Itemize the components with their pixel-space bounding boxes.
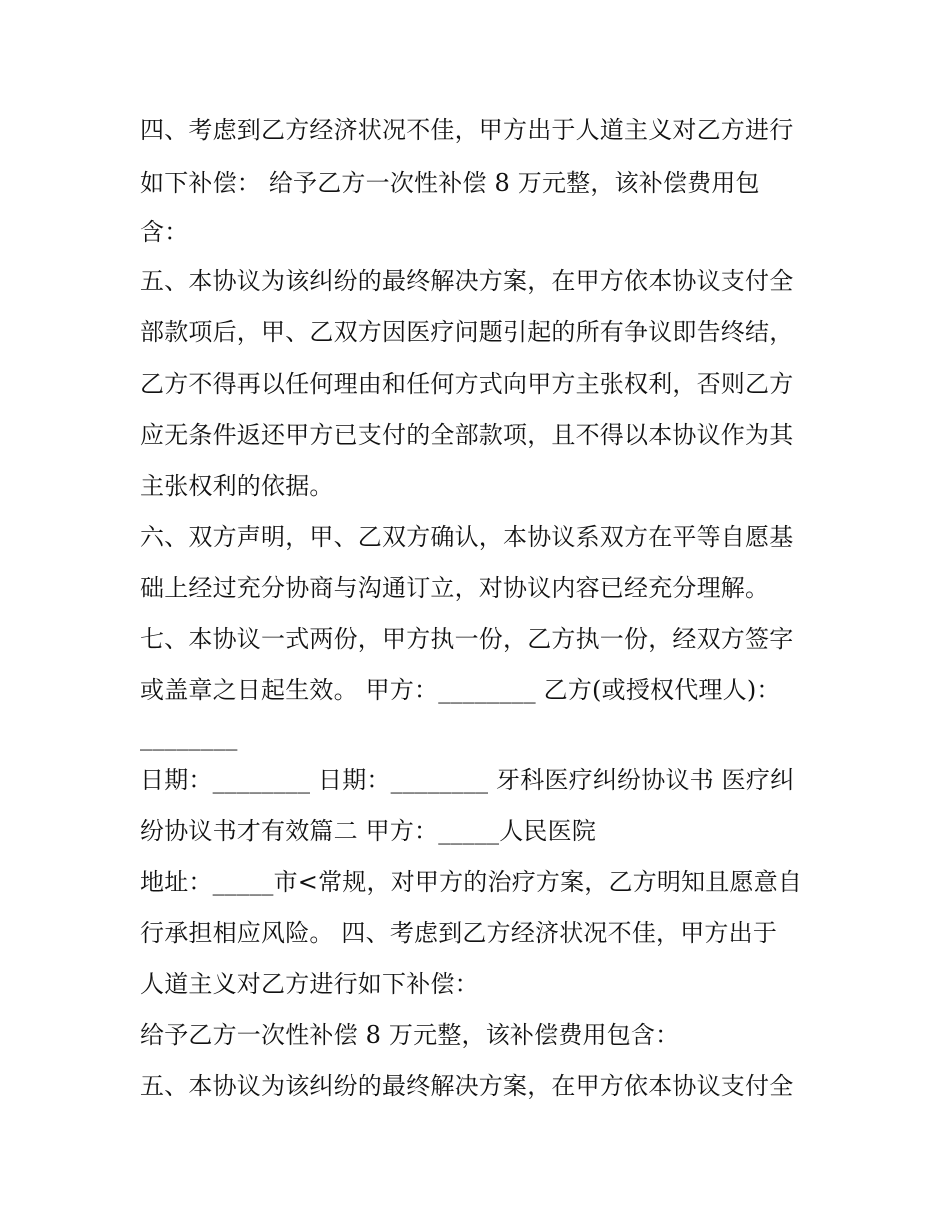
text-line: 主张权利的依据。 <box>140 472 334 500</box>
text-line: 五、本协议为该纠纷的最终解决方案，在甲方依本协议支付全 <box>140 267 794 295</box>
text-line: 七、本协议一式两份，甲方执一份，乙方执一份，经双方签字 <box>140 625 794 653</box>
text-line: 五、本协议为该纠纷的最终解决方案，在甲方依本协议支付全 <box>140 1072 794 1100</box>
text-line: 日期：________ 日期：________ 牙科医疗纠纷协议书 医疗纠 <box>140 766 795 794</box>
text-line: 给予乙方一次性补偿 8 万元整，该补偿费用包含： <box>140 1021 680 1049</box>
text-line: 部款项后，甲、乙双方因医疗问题引起的所有争议即告终结， <box>140 318 794 346</box>
text-line: 含： <box>140 218 189 246</box>
text-line: 纷协议书才有效篇二 甲方：_____人民医院 <box>140 817 597 845</box>
text-line: 乙方不得再以任何理由和任何方式向甲方主张权利，否则乙方 <box>140 370 794 398</box>
text-line: 行承担相应风险。 四、考虑到乙方经济状况不佳，甲方出于 <box>140 919 778 947</box>
text-line: 四、考虑到乙方经济状况不佳，甲方出于人道主义对乙方进行 <box>140 116 794 144</box>
text-line: 地址：_____市<常规，对甲方的治疗方案，乙方明知且愿意自 <box>140 868 803 896</box>
text-line: 或盖章之日起生效。 甲方：________ 乙方(或授权代理人)： <box>140 676 781 704</box>
text-line: 如下补偿： 给予乙方一次性补偿 8 万元整，该补偿费用包 <box>140 169 760 197</box>
text-line: ________ <box>140 723 238 751</box>
text-line: 应无条件返还甲方已支付的全部款项，且不得以本协议作为其 <box>140 421 794 449</box>
text-line: 六、双方声明，甲、乙双方确认，本协议系双方在平等自愿基 <box>140 523 794 551</box>
text-line: 人道主义对乙方进行如下补偿： <box>140 970 479 998</box>
text-line: 础上经过充分协商与沟通订立，对协议内容已经充分理解。 <box>140 574 770 602</box>
